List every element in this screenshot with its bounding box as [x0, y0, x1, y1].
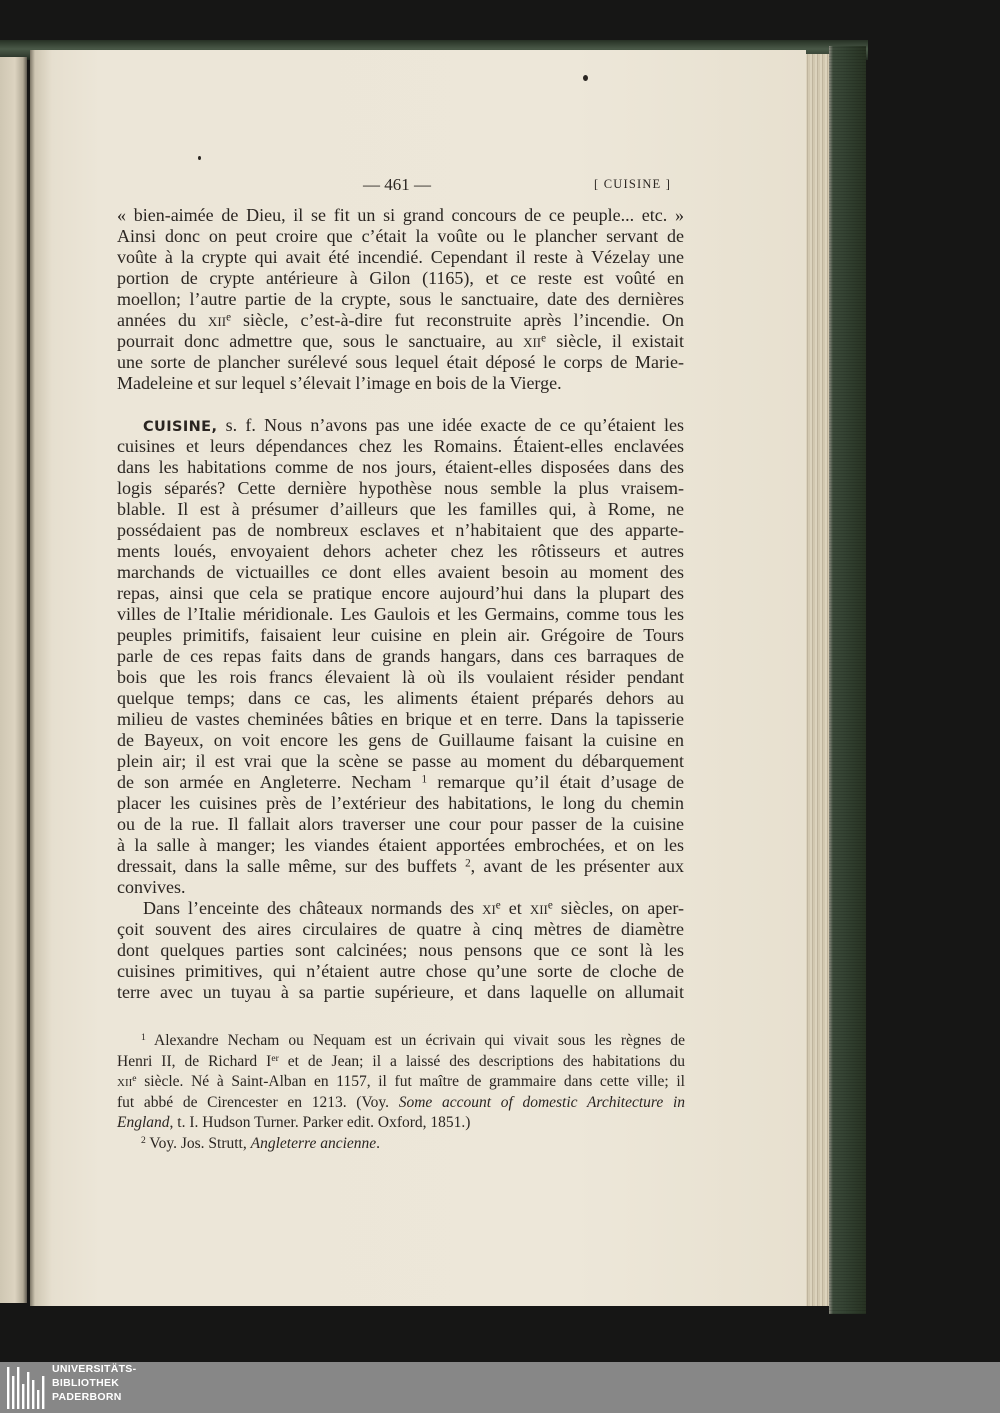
text-line: peuples primitifs, faisaient leur cuisine en plein air. Grégoire de Tours	[117, 625, 684, 645]
footnote-1	[117, 1031, 685, 1134]
text-line: Madeleine et sur lequel s’élevait l’image en bois de la Vierge.	[117, 373, 562, 393]
footnote-2	[117, 1134, 685, 1155]
text-line: à la salle à manger; les viandes étaient apportées embrochées, et on les	[117, 835, 684, 855]
text-line	[117, 856, 684, 877]
entry-headword: CUISINE,	[143, 419, 218, 435]
text-line	[117, 1134, 685, 1155]
library-name-line: UNIVERSITÄTS-	[52, 1363, 137, 1375]
text-line: de Bayeux, on voit encore les gens de Guillaume faisant la cuisine en	[117, 730, 684, 750]
text-run: et de Jean; il a laissé des descriptions des habitations du	[278, 1052, 685, 1070]
text-line: possédaient pas de nombreux esclaves et n’habitaient que des apparte-	[117, 520, 684, 540]
paragraph-cuisine-entry	[117, 415, 684, 898]
text-run: Dans l’enceinte des châteaux normands des	[143, 898, 483, 918]
superscript: e	[547, 899, 553, 912]
paper-speck	[198, 156, 201, 160]
text-line: moellon; l’autre partie de la crypte, sous le sanctuaire, date des dernières	[117, 289, 684, 309]
text-line	[117, 415, 684, 436]
text-line: une sorte de plancher surélevé sous lequel était déposé le corps de Marie-	[117, 352, 684, 372]
text-run: .	[376, 1134, 381, 1152]
text-line	[117, 1052, 685, 1073]
small-caps-run: xii	[117, 1073, 133, 1091]
small-caps-run: xii	[529, 898, 548, 918]
text-line: convives.	[117, 877, 186, 897]
superscript: e	[495, 899, 501, 912]
text-line: « bien-aimée de Dieu, il se fit un si grand concours de ce peuple... etc. »	[117, 205, 684, 225]
library-footer	[0, 1362, 1000, 1413]
text-line: villes de l’Italie méridionale. Les Gaulois et les Germains, comme tous les	[117, 604, 684, 624]
italic-run: Angleterre ancienne	[250, 1134, 377, 1152]
text-line: logis séparés? Cette dernière hypothèse nous semble la plus vraisem-	[117, 478, 684, 498]
page-number: — 461 —	[363, 175, 431, 194]
text-run: et	[500, 898, 530, 918]
text-line	[117, 310, 684, 331]
text-run: pourrait donc admettre que, sous le sanctuaire, au	[117, 331, 524, 351]
text-line: voûte à la crypte qui avait été incendié. Cependant il reste à Vézelay une	[117, 247, 684, 267]
text-line: blable. Il est à présumer d’ailleurs que les familles qui, à Rome, ne	[117, 499, 684, 519]
text-run: Voy. Jos. Strutt,	[145, 1134, 251, 1152]
small-caps-run: xii	[523, 331, 542, 351]
text-run: remarque qu’il était d’usage de	[427, 772, 684, 792]
text-line: dans les habitations comme de nos jours, étaient-elles disposées dans des	[117, 457, 684, 477]
text-run: , t. I. Hudson Turner. Parker edit. Oxford, 1851.)	[169, 1114, 471, 1132]
body-text	[117, 205, 684, 1003]
text-line: Ainsi donc on peut croire que c’était la voûte ou le plancher servant de	[117, 226, 684, 246]
superscript: 2	[465, 857, 471, 870]
text-run: siècles, on aper-	[552, 898, 684, 918]
text-line: cuisines primitives, qui n’étaient autre chose qu’une sorte de cloche de	[117, 961, 684, 981]
superscript: er	[271, 1052, 279, 1064]
superscript: 1	[421, 773, 428, 786]
superscript: e	[541, 332, 547, 345]
text-line: parle de ces repas faits dans de grands hangars, dans ces barraques de	[117, 646, 684, 666]
text-run: siècle, c’est-à-dire fut reconstruite après l’incendie. On	[231, 310, 684, 330]
text-line	[117, 331, 684, 352]
text-run: siècle. Né à Saint-Alban en 1157, il fut maître de grammaire dans cette ville; il	[136, 1073, 685, 1091]
text-line: portion de crypte antérieure à Gilon (1165), et ce reste est voûté en	[117, 268, 684, 288]
paragraph-castle-kitchens	[117, 898, 684, 1003]
superscript: 2	[141, 1135, 146, 1147]
text-run: de son armée en Angleterre. Necham	[117, 772, 422, 792]
text-line: cuisines et leurs dépendances chez les Romains. Étaient-elles enclavées	[117, 436, 684, 456]
superscript: 1	[141, 1032, 146, 1044]
library-name	[52, 1362, 136, 1404]
text-run: dressait, dans la salle même, sur des buffets	[117, 856, 466, 876]
text-line	[117, 1031, 685, 1052]
book-cover-side-edge	[829, 46, 866, 1314]
text-line: dont quelques parties sont calcinées; nous pensons que ce sont là les	[117, 940, 684, 960]
superscript: e	[132, 1073, 137, 1085]
library-name-line: BIBLIOTHEK	[52, 1377, 120, 1389]
paragraph-continued	[117, 205, 684, 394]
text-line: quelque temps; dans ce cas, les aliments étaient préparés dehors au	[117, 688, 684, 708]
text-run: Alexandre Necham ou Nequam est un écrivain qui vivait sous les règnes de	[145, 1032, 685, 1049]
text-line: bois que les rois francs élevaient là où ils voulaient résider pendant	[117, 667, 684, 687]
page-stack-edge	[805, 54, 830, 1306]
superscript: e	[226, 311, 232, 324]
text-run: fut abbé de Cirencester en 1213. (Voy.	[117, 1093, 399, 1111]
text-line: ments loués, envoyaient dehors acheter chez les rôtisseurs et autres	[117, 541, 684, 561]
italic-run: England	[117, 1114, 170, 1132]
text-line: placer les cuisines près de l’extérieur des habitations, le long du chemin	[117, 793, 684, 813]
text-run: siècle, il existait	[546, 331, 684, 351]
library-name-line: PADERBORN	[52, 1391, 122, 1403]
text-line: milieu de vastes cheminées bâties en brique et en terre. Dans la tapisserie	[117, 709, 684, 729]
text-line	[117, 1072, 685, 1093]
text-line: marchands de victuailles ce dont elles avaient besoin au moment des	[117, 562, 684, 582]
facing-page-edge	[0, 57, 27, 1303]
text-line	[117, 772, 684, 793]
italic-run: Some account of domestic Architecture in	[398, 1093, 686, 1111]
text-line	[117, 1113, 685, 1134]
library-logo-icon	[6, 1364, 46, 1411]
text-line: plein air; il est vrai que la scène se passe au moment du débarquement	[117, 751, 684, 771]
text-line: ou de la rue. Il fallait alors traverser une cour pour passer de la cuisine	[117, 814, 684, 834]
running-head: [ CUISINE ]	[594, 177, 672, 191]
footnotes	[117, 1031, 685, 1155]
paper-speck	[583, 75, 588, 81]
text-run: Henri II, de Richard I	[117, 1052, 272, 1070]
text-run: années du	[117, 310, 209, 330]
text-line: terre avec un tuyau à sa partie supérieure, et dans laquelle on allumait	[117, 982, 684, 1002]
text-line	[117, 1093, 685, 1114]
text-run: , avant de les présenter aux	[470, 856, 684, 876]
text-run: s. f. Nous n’avons pas une idée exacte de ce qu’étaient les	[217, 415, 684, 435]
small-caps-run: xi	[482, 898, 496, 918]
small-caps-run: xii	[208, 310, 227, 330]
text-line: çoit souvent des aires circulaires de quatre à cinq mètres de diamètre	[117, 919, 684, 939]
text-line	[117, 898, 684, 919]
text-line: repas, ainsi que cela se pratique encore aujourd’hui dans la plupart des	[117, 583, 684, 603]
